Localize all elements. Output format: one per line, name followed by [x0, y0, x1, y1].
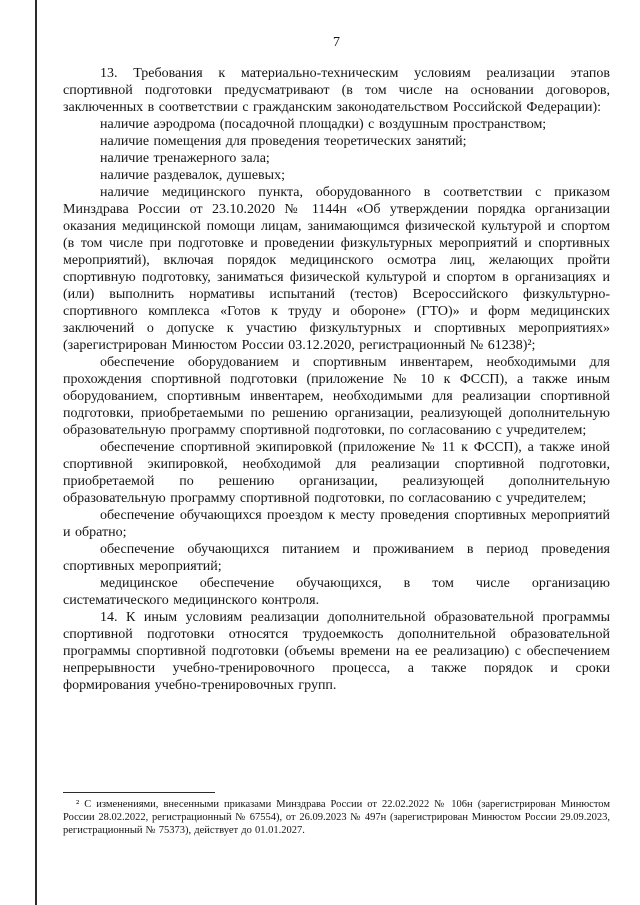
footnote-area [63, 792, 610, 837]
list-item-medical-point: наличие медицинского пункта, оборудованного в соответствии с приказом Минздрава России от 23.10.2020 № 1144н «Об утверждении порядка организации оказания медицинской помощи лицам, занимающимся физической культурой и спортом (в том числе при подготовке и проведении физкультурных мероприятий и спортивных мероприятий), включая порядок медицинского осмотра лиц, желающих пройти спортивную подготовку, заниматься физической культурой и спортом в организациях и (или) выполнить нормативы испытаний (тестов) Всероссийского физкультурно-спортивного комплекса «Готов к труду и обороне» (ГТО)» и форм медицинских заключений о допуске к участию физкультурных и спортивных мероприятиях» (зарегистрирован Минюстом России 03.12.2020, регистрационный № 61238)²; [63, 185, 610, 353]
list-item-meals-lodging: обеспечение обучающихся питанием и проживанием в период проведения спортивных мероприятий; [63, 542, 610, 574]
list-item-aerodrome: наличие аэродрома (посадочной площадки) с воздушным пространством; [100, 117, 547, 132]
list-item-equipment: обеспечение оборудованием и спортивным инвентарем, необходимыми для прохождения спортивной подготовки (приложение № 10 к ФССП), а также иным оборудованием, спортивным инвентарем, необходимыми для реализации спортивной подготовки, приобретаемыми по решению организации, реализующей дополнительную образовательную программу спортивной подготовки, по согласованию с учредителем; [63, 355, 610, 438]
footnote-text: ² С изменениями, внесенными приказами Минздрава России от 22.02.2022 № 106н (зарегистрирован Минюстом России 28.02.2022, регистрационный № 67554), от 26.09.2023 № 497н (зарегистрирован Минюстом России 29.09.2023, регистрационный № 75373), действует до 01.01.2027. [63, 799, 610, 836]
list-item-gym: наличие тренажерного зала; [100, 151, 270, 166]
list-item-medical-support: медицинское обеспечение обучающихся, в том числе организацию систематического медицинского контроля. [63, 576, 610, 608]
footnote-separator-line [63, 792, 215, 793]
page-content [63, 34, 610, 694]
list-item-theory-room: наличие помещения для проведения теоретических занятий; [100, 134, 467, 149]
clause-13-intro: 13. Требования к материально-техническим условиям реализации этапов спортивной подготовки предусматривают (в том числе на основании договоров, заключенных в соответствии с гражданским законодательством Российской Федерации): [63, 66, 610, 115]
left-border-line [35, 0, 37, 905]
document-body [63, 65, 610, 694]
page-number: 7 [333, 35, 340, 50]
list-item-travel: обеспечение обучающихся проездом к месту проведения спортивных мероприятий и обратно; [63, 508, 610, 540]
list-item-lockers: наличие раздевалок, душевых; [100, 168, 285, 183]
clause-14: 14. К иным условиям реализации дополнительной образовательной программы спортивной подготовки относятся трудоемкость дополнительной образовательной программы спортивной подготовки (объемы времени на ее реализацию) с обеспечением непрерывности учебно-тренировочного процесса, а также порядок и сроки формирования учебно-тренировочных групп. [63, 610, 610, 693]
list-item-sport-outfit: обеспечение спортивной экипировкой (приложение № 11 к ФССП), а также иной спортивной экипировкой, необходимой для реализации спортивной подготовки, приобретаемой по решению организации, реализующей дополнительную образовательную программу спортивной подготовки, по согласованию с учредителем; [63, 440, 610, 506]
